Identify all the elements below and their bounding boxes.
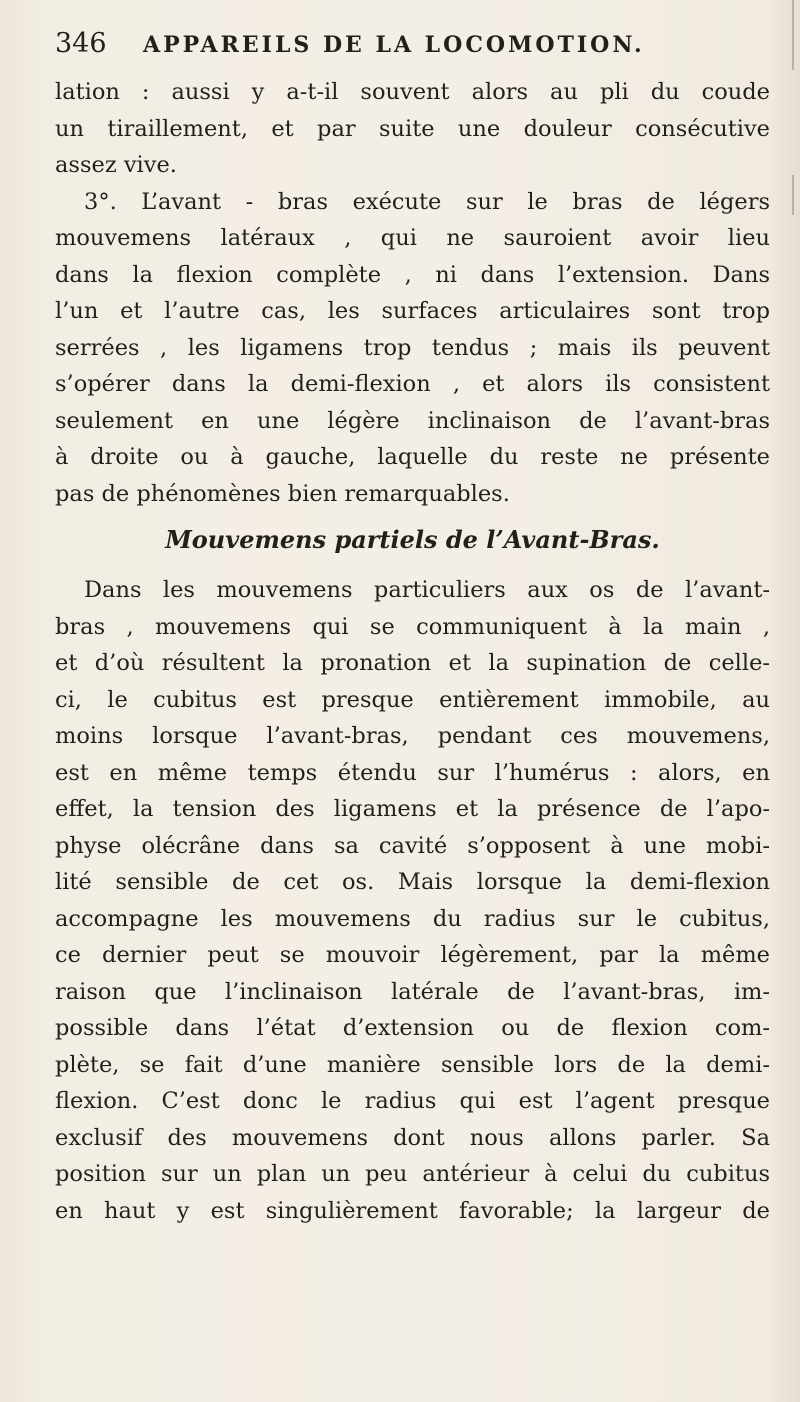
text-line: physe olécrâne dans sa cavité s’opposent à une mobi-	[55, 832, 770, 859]
text-line: 3°. L’avant - bras exécute sur le bras de légers	[84, 188, 770, 215]
text-line: Dans les mouvemens particuliers aux os de l’avant-	[84, 577, 770, 603]
text-line: exclusif des mouvemens dont nous allons parler. Sa	[55, 1124, 770, 1151]
text-line: dans la flexion complète , ni dans l’extension. Dans	[55, 261, 770, 288]
text-line: bras , mouvemens qui se communiquent à la main ,	[55, 613, 770, 640]
text-line: lation : aussi y a-t-il souvent alors au pli du coude	[55, 79, 770, 105]
text-line: et d’où résultent la pronation et la supination de celle-	[55, 650, 770, 676]
text-line: à droite ou à gauche, laquelle du reste ne présente	[55, 444, 770, 470]
text-line: un tiraillement, et par suite une douleur consécutive	[55, 115, 770, 142]
text-line: serrées , les ligamens trop tendus ; mais ils peuvent	[55, 334, 770, 361]
text-line: l’un et l’autre cas, les surfaces articulaires sont trop	[55, 298, 770, 324]
text-line: s’opérer dans la demi-flexion , et alors ils consistent	[55, 371, 770, 397]
text-line: plète, se fait d’une manière sensible lors de la demi-	[55, 1051, 770, 1078]
page-number: 346	[55, 28, 107, 59]
page-header	[55, 28, 755, 68]
paragraph-1	[55, 74, 770, 184]
page-edge-mark	[792, 175, 794, 215]
text-line: raison que l’inclinaison latérale de l’avant-bras, im-	[55, 978, 770, 1005]
paragraph-2	[55, 184, 770, 513]
text-line: possible dans l’état d’extension ou de flexion com-	[55, 1015, 770, 1041]
text-line: assez vive.	[55, 152, 177, 178]
text-line: ce dernier peut se mouvoir légèrement, par la même	[55, 942, 770, 968]
text-line: effet, la tension des ligamens et la présence de l’apo-	[55, 796, 770, 822]
text-line: mouvemens latéraux , qui ne sauroient avoir lieu	[55, 225, 770, 251]
text-line: en haut y est singulièrement favorable; la largeur de	[55, 1197, 770, 1224]
text-line: lité sensible de cet os. Mais lorsque la demi-flexion	[55, 869, 770, 895]
text-line: seulement en une légère inclinaison de l’avant-bras	[55, 407, 770, 434]
paragraph-3	[55, 572, 770, 1229]
text-line: position sur un plan un peu antérieur à celui du cubitus	[55, 1161, 770, 1187]
text-line: est en même temps étendu sur l’humérus : alors, en	[55, 759, 770, 786]
text-line: flexion. C’est donc le radius qui est l’agent presque	[55, 1088, 770, 1114]
text-line: accompagne les mouvemens du radius sur le cubitus,	[55, 905, 770, 932]
section-heading: Mouvemens partiels de l’Avant-Bras.	[165, 525, 660, 554]
text-line: pas de phénomènes bien remarquables.	[55, 480, 510, 507]
text-line: ci, le cubitus est presque entièrement immobile, au	[55, 686, 770, 713]
page-edge-mark	[792, 0, 794, 70]
text-line: moins lorsque l’avant-bras, pendant ces mouvemens,	[55, 723, 770, 749]
running-title: APPAREILS DE LA LOCOMOTION.	[143, 32, 645, 58]
body-text	[55, 74, 770, 1229]
